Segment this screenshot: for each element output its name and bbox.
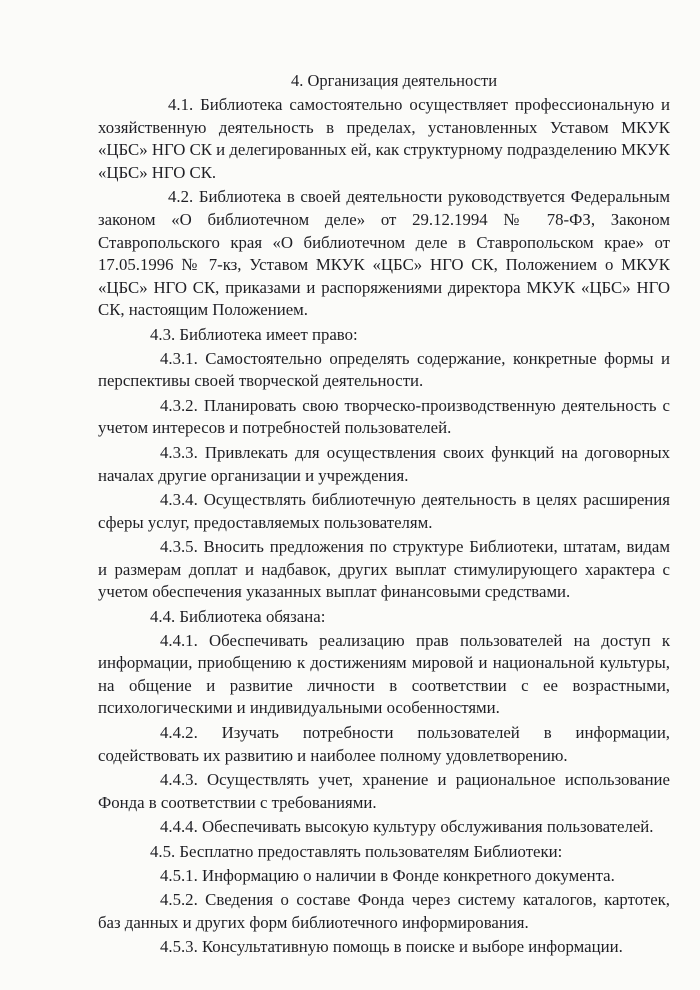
paragraph-4-4-1: 4.4.1. Обеспечивать реализацию прав пользователей на доступ к информации, приобщению к достижениям мировой и национальной культуры, на общение и развитие личности в соответствии с ее возрастными, психологическими и индивидуальными особенностями. <box>98 630 670 718</box>
paragraph-4-5-3: 4.5.3. Консультативную помощь в поиске и выборе информации. <box>160 937 623 957</box>
paragraph-4-5: 4.5. Бесплатно предоставлять пользователям Библиотеки: <box>150 842 563 861</box>
paragraph-4-1: 4.1. Библиотека самостоятельно осуществляет профессиональную и хозяйственную деятельность в пределах, установленных Уставом МКУК «ЦБС» НГО СК и делегированных ей, как структурному подразделению МКУК «ЦБС» НГО СК. <box>98 95 670 182</box>
paragraph-4-4-3: 4.4.3. Осуществлять учет, хранение и рациональное использование Фонда в соответствии с требованиями. <box>98 770 670 812</box>
paragraph-4-5-2: 4.5.2. Сведения о составе Фонда через систему каталогов, картотек, баз данных и других форм библиотечного информирования. <box>98 890 670 932</box>
paragraph-4-5-1: 4.5.1. Информацию о наличии в Фонде конкретного документа. <box>160 865 615 885</box>
paragraph-4-3-1: 4.3.1. Самостоятельно определять содержание, конкретные формы и перспективы своей творческой деятельности. <box>98 348 670 391</box>
paragraph-4-3-3: 4.3.3. Привлекать для осуществления своих функций на договорных началах другие организации и учреждения. <box>98 442 670 485</box>
paragraph-4-4-4: 4.4.4. Обеспечивать высокую культуру обслуживания пользователей. <box>160 817 654 837</box>
paragraph-4-3-5: 4.3.5. Вносить предложения по структуре Библиотеки, штатам, видам и размерам доплат и надбавок, других выплат стимулирующего характера с учетом обеспечения указанных выплат финансовыми средствами. <box>98 537 670 602</box>
section-title: 4. Организация деятельности <box>290 71 498 90</box>
paragraph-4-4: 4.4. Библиотека обязана: <box>150 607 326 627</box>
paragraph-4-2: 4.2. Библиотека в своей деятельности руководствуется Федеральным законом «О библиотечном деле» от 29.12.1994 № 78-ФЗ, Законом Ставропольского края «О библиотечном деле в Ставропольском крае» от 17.05.1996 № 7-кз, Уставом МКУК «ЦБС» НГО СК, Положением о МКУК «ЦБС» НГО СК, приказами и распоряжениями директора МКУК «ЦБС» НГО СК, настоящим Положением. <box>98 187 670 320</box>
paragraph-4-4-2: 4.4.2. Изучать потребности пользователей в информации, содействовать их развитию и наиболее полному удовлетворению. <box>98 723 670 765</box>
paragraph-4-3-4: 4.3.4. Осуществлять библиотечную деятельность в целях расширения сферы услуг, предоставляемых пользователям. <box>98 490 670 532</box>
paragraph-4-3-2: 4.3.2. Планировать свою творческо-производственную деятельность с учетом интересов и потребностей пользователей. <box>98 395 670 438</box>
paragraph-4-3: 4.3. Библиотека имеет право: <box>150 324 358 344</box>
